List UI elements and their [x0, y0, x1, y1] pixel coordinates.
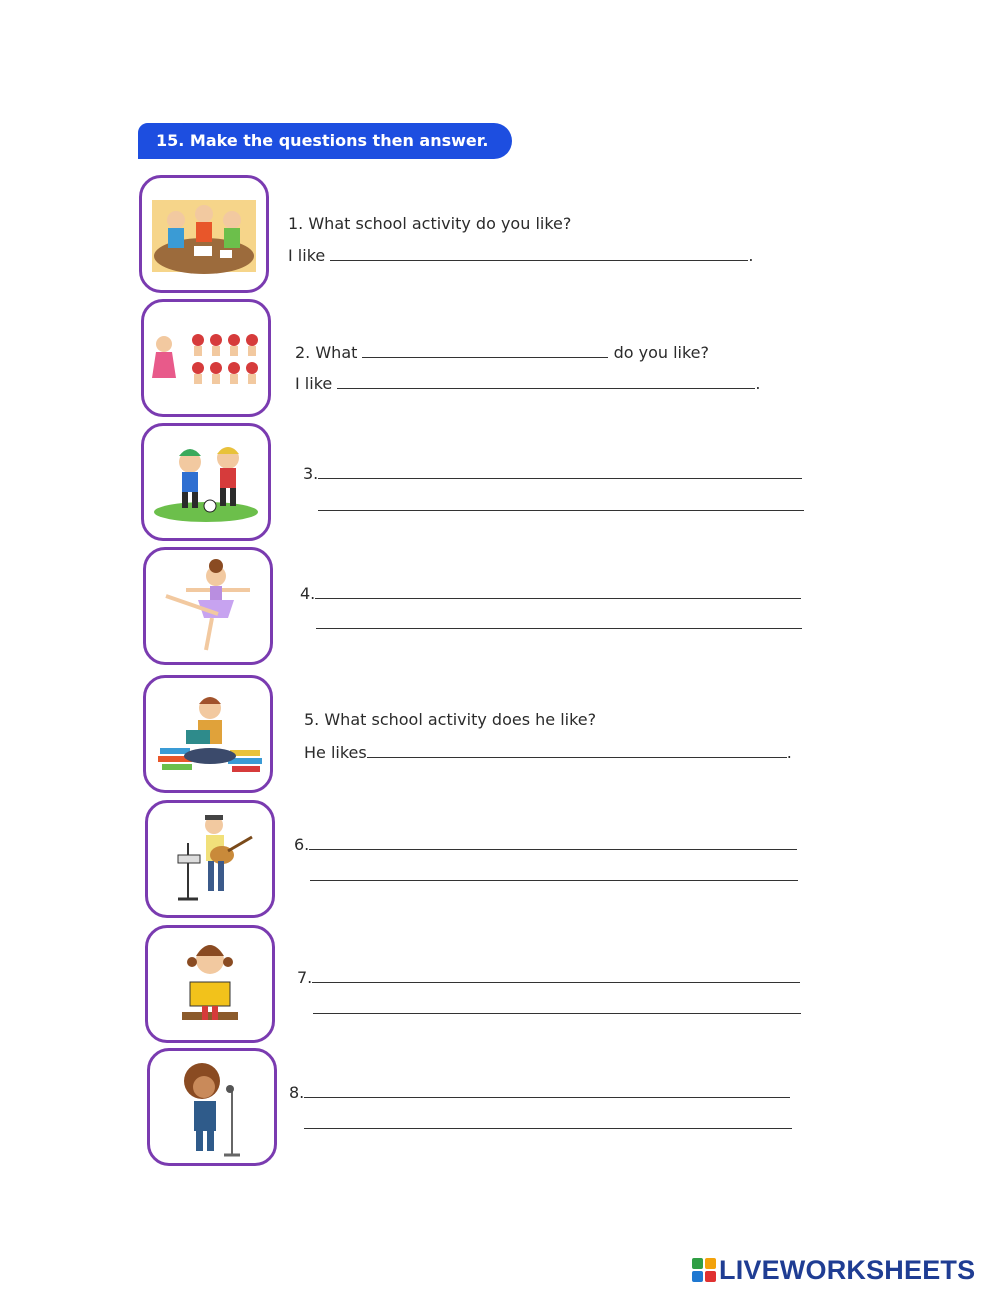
question-8-blank[interactable] [304, 1082, 790, 1098]
exercise-title: 15. Make the questions then answer. [156, 131, 489, 150]
answer-1-suffix: . [748, 246, 754, 265]
picture-playing-guitar [145, 800, 275, 918]
question-8 [289, 1082, 790, 1102]
exercise-title-banner [138, 123, 512, 159]
question-6-number: 6. [294, 835, 310, 854]
question-7 [297, 967, 800, 987]
question-5-text: 5. What school activity does he like? [304, 710, 597, 729]
question-3 [303, 463, 802, 483]
question-7-number: 7. [297, 968, 313, 987]
question-5 [304, 710, 596, 729]
question-6 [294, 834, 797, 854]
question-2-end: do you like? [613, 343, 710, 362]
question-1-text: 1. What school activity do you like? [288, 214, 572, 233]
liveworksheets-logo [692, 1253, 975, 1287]
answer-3-blank[interactable] [318, 510, 804, 511]
answer-2-blank[interactable] [337, 373, 755, 389]
answer-2-suffix: . [755, 374, 761, 393]
question-1 [288, 214, 571, 233]
answer-4-blank[interactable] [316, 628, 802, 629]
question-6-blank[interactable] [309, 834, 797, 850]
answer-6-blank[interactable] [310, 880, 798, 881]
question-4 [300, 583, 801, 603]
logo-blocks-icon [692, 1258, 716, 1282]
picture-singing-choir [141, 299, 271, 417]
answer-7-blank[interactable] [313, 1013, 801, 1014]
answer-1-prefix: I like [288, 246, 326, 265]
answer-2 [295, 373, 760, 393]
picture-group-art-class [139, 175, 269, 293]
question-3-blank[interactable] [318, 463, 802, 479]
question-4-number: 4. [300, 584, 316, 603]
picture-playing-football [141, 423, 271, 541]
picture-ballet-dancing [143, 547, 273, 665]
question-2 [295, 342, 709, 362]
answer-8-blank[interactable] [304, 1128, 792, 1129]
picture-singing-microphone [147, 1048, 277, 1166]
answer-1 [288, 245, 753, 265]
answer-5-suffix: . [786, 743, 792, 762]
question-4-blank[interactable] [315, 583, 801, 599]
picture-reading-book [145, 925, 275, 1043]
answer-5 [304, 742, 792, 762]
picture-reading-books [143, 675, 273, 793]
answer-5-prefix: He likes [304, 743, 367, 762]
question-8-number: 8. [289, 1083, 305, 1102]
answer-1-blank[interactable] [330, 245, 748, 261]
question-7-blank[interactable] [312, 967, 800, 983]
logo-text: LIVEWORKSHEETS [719, 1254, 976, 1285]
answer-5-blank[interactable] [367, 742, 787, 758]
question-2-blank[interactable] [362, 342, 608, 358]
question-3-number: 3. [303, 464, 319, 483]
answer-2-prefix: I like [295, 374, 333, 393]
question-2-start: 2. What [295, 343, 358, 362]
